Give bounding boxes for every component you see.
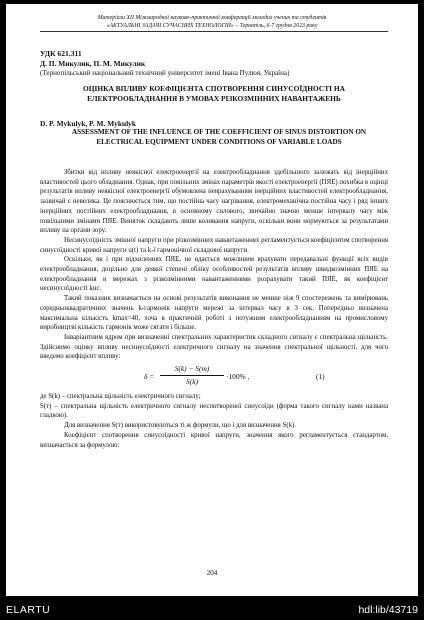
udc-code: УДК 621.311 bbox=[40, 49, 82, 58]
document-page bbox=[6, 4, 418, 596]
conference-header-line1: Матеріали XII Міжнародної науково-практичної конференції молодих учених та студентів bbox=[97, 15, 327, 21]
formula-fraction bbox=[160, 364, 224, 386]
paragraph: Такий показник визначається на основі результатів виконання не менше ніж 9 спостережень та вимірювань середньоквадратичних значень k-гармонік напруги мережі за інтервал часу в 3 сек. Попередньо визначена максимальна кількість kmax=40, хоча в практичній роботі з потужним електрообладнанням на промисловому виробництві кількість гармонік може сягати і більше. bbox=[40, 295, 388, 332]
authors-english: D. P. Mykulyk, P. M. Mykulyk bbox=[40, 119, 136, 128]
paragraph: Інваріантним ядром при визначенні спектральних характеристик складного сигналу є спектральна щільність. Здійснимо оцінку впливу несинусоїдності електричного сигналу на значення спектральної щільності, для чого введемо коефіцієнт впливу: bbox=[40, 333, 388, 361]
title-ukrainian: ОЦІНКА ВПЛИВУ КОЕФІЦІЄНТА СПОТВОРЕННЯ СИНУСОЇДНОСТІ НА ЕЛЕКТРООБЛАДНАННЯ В УМОВАХ РІЗКОЗМІННИХ НАВАНТАЖЕНЬ bbox=[83, 84, 345, 103]
title-english: ASSESSMENT OF THE INFLUENCE OF THE COEFFICIENT OF SINUS DISTORTION ON ELECTRICAL EQUIPMENT UNDER CONDITIONS OF VARIABLE LOADS bbox=[71, 128, 367, 146]
authors-ukrainian: Д. П. Микулик, П. М. Микулик bbox=[40, 59, 146, 68]
paragraph: Збитки від впливу неякісної електроенергії на електрообладнання здебільшого залежать від інерційних властивостей цього обладнання. Однак, при повільних змінах параметрів якості електроенергії (ПЯЕ) похибка в оцінці результатів впливу неякісної електроенергії обумовлена неврахуванням інерційних властивостей електрообладнання, зазвичай є невелика. Це пояснюється тим, що постійна часу нагрівання, електромеханічна постійна часу і ряд інших інерційних постійних електрообладнання, в основному силового, звичайно значно менше інтервалу часу між повільними змінами ПЯЕ. Виняток складають лише коливання напруги, оскільки вони нормуються за результатами впливу на органи зору. bbox=[40, 169, 388, 235]
paragraph: Коефіцієнт спотворення синусоїдності кривої напруги, значення якого регламентується стандартом, визначається за формулою: bbox=[40, 431, 388, 449]
paragraph: Оскільки, як і при відхиленнях ПЯЕ, не вдається можливим врахувати передавальні функції всіх видів електрообладнання, доцільно для деякої степені обліку особливостей результатів впливу швидкозмінних ПЯЕ на електрообладнання в мережах з різкозмінними навантаженнями розрахувати такий ПЯЕ, як коефіцієнт несинусоїдності kнс. bbox=[40, 256, 388, 293]
formula-numerator: S(k) − S(т) bbox=[160, 364, 224, 376]
page-number: 204 bbox=[206, 569, 218, 577]
paragraph: Для визначення S(т) використовуються ті ж формули, що і для визначення S(k). bbox=[64, 422, 297, 430]
formula-lhs: δ = bbox=[144, 372, 155, 382]
handle-label: hdl:lib/43719 bbox=[358, 604, 418, 616]
article-body bbox=[40, 168, 388, 450]
conference-header bbox=[6, 15, 418, 30]
definition: де S(k) – спектральна щільність електричного сигналу; bbox=[40, 393, 201, 401]
formula-denominator: S(k) bbox=[186, 376, 198, 386]
conference-header-line2: «АКТУАЛЬНІ ЗАДАЧІ СУЧАСНИХ ТЕХНОЛОГІЙ» – Тернопіль, 6-7 грудня 2023 року bbox=[106, 22, 318, 29]
equation-number: (1) bbox=[316, 372, 325, 382]
paragraph: Несинусоїдність змінної напруги при різкозмінних навантаженнях регламентується коефіцієнтом спотворення синусоїдності кривої напруги u(t) та k-ї гармонічної складової напруги. bbox=[40, 236, 388, 254]
affiliation: (Тернопільський національний технічний університет імені Івана Пулюя, Україна) bbox=[40, 69, 290, 77]
definition: S(т) – спектральна щільність електричного сигналу неспотвореної синусоїди (форма такого сигналу нами названа гладкою). bbox=[40, 402, 388, 420]
header-divider bbox=[40, 31, 388, 32]
formula-tail: ·100% , bbox=[226, 372, 250, 382]
formula-1 bbox=[40, 362, 388, 392]
repository-label: ELARTU bbox=[6, 604, 51, 616]
